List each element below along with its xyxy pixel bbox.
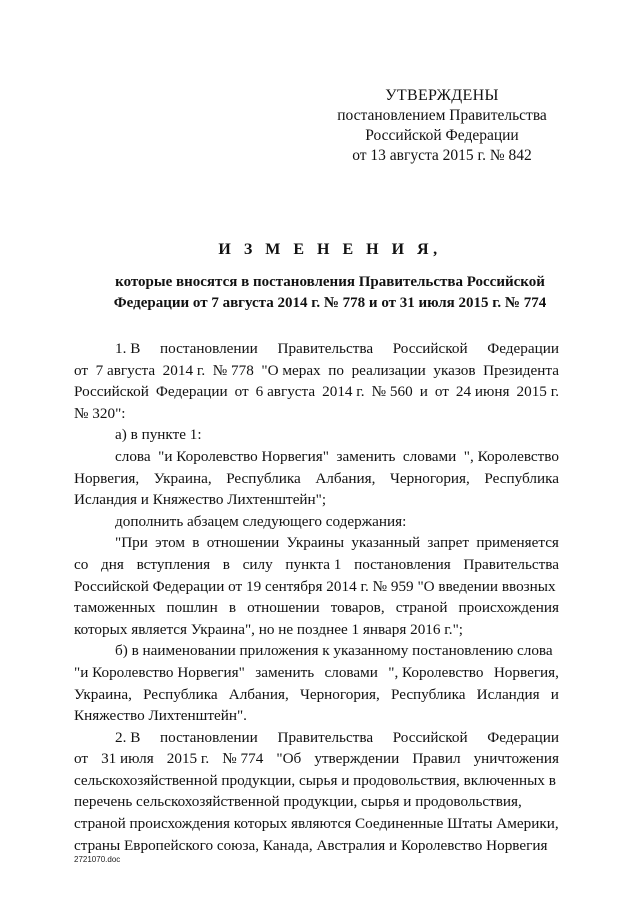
body-line	[74, 338, 559, 360]
body-word: от	[434, 383, 449, 401]
body-word: Албания,	[315, 469, 376, 487]
body-line	[74, 835, 559, 857]
body-word: 6 августа	[255, 383, 316, 401]
body-line	[74, 791, 559, 813]
body-word: отношении	[247, 599, 320, 617]
body-word: ", Королевство	[388, 663, 484, 681]
body-word: "и Королевство Норвегия"	[158, 447, 329, 465]
body-word: указов	[433, 361, 476, 379]
body-word: дополнить абзацем следующего содержания:	[115, 512, 407, 530]
body-word: Республика	[226, 469, 301, 487]
body-word: Российской	[74, 383, 149, 401]
body-line	[74, 640, 559, 662]
document-subtitle-line-2: Федерации от 7 августа 2014 г. № 778 и от 31 июля 2015 г. № 774	[113, 295, 547, 311]
body-word: 2015 г.	[516, 383, 559, 401]
body-word: заменить	[255, 663, 315, 681]
body-word: Правительства	[463, 555, 559, 573]
body-word: сельскохозяйственной продукции, сырья и продовольствия, включенных в	[74, 771, 556, 789]
body-word: № 560	[371, 383, 413, 401]
body-word: Исландия	[476, 685, 540, 703]
body-word: 2014 г.	[322, 383, 365, 401]
body-line	[74, 705, 559, 727]
document-subtitle	[40, 272, 620, 314]
body-word: запрет	[427, 534, 470, 552]
body-line	[74, 468, 559, 490]
body-word: "Об	[276, 750, 302, 768]
body-word: дня	[101, 555, 124, 573]
body-word: таможенных	[74, 599, 156, 617]
body-word: в	[192, 534, 200, 552]
body-word: Республика	[143, 685, 218, 703]
body-word: товаров,	[330, 599, 385, 617]
body-word: реализации	[351, 361, 426, 379]
body-line	[74, 770, 559, 792]
body-word: Норвегия,	[493, 663, 559, 681]
body-line	[74, 446, 559, 468]
body-line	[74, 597, 559, 619]
body-word: Правительства	[277, 340, 374, 357]
body-word: Российской	[392, 728, 468, 746]
document-file-code: 2721070.doc	[74, 855, 121, 864]
body-line	[74, 684, 559, 706]
body-word: от	[74, 361, 89, 379]
document-subtitle-line-1: которые вносятся в постановления Правительства Российской	[115, 274, 545, 290]
body-word: Исландия и Княжество Лихтенштейн";	[74, 491, 327, 509]
body-word: страной	[395, 599, 448, 617]
body-word: Княжество Лихтенштейн".	[74, 707, 247, 725]
approval-title: УТВЕРЖДЕНЫ	[385, 87, 499, 104]
body-word: "О мерах	[261, 361, 321, 379]
body-word: Черногория,	[389, 469, 470, 487]
body-word: № 778	[212, 361, 254, 379]
body-line	[74, 360, 559, 382]
body-word: Правительства	[277, 728, 374, 746]
body-word: применяется	[476, 534, 559, 552]
body-word: слова	[115, 447, 151, 465]
body-word: от	[234, 383, 249, 401]
body-word: 31 июля	[101, 750, 154, 768]
body-word: Правил	[412, 750, 461, 768]
body-line	[74, 403, 559, 425]
body-word: а) в пункте 1:	[115, 426, 202, 444]
approval-line-authority: постановлением Правительства	[337, 107, 547, 124]
body-word: перечень сельскохозяйственной продукции, сырья и продовольствия,	[74, 793, 522, 811]
body-word: Украины	[286, 534, 345, 552]
body-word: указанный	[351, 534, 421, 552]
body-word: словами	[402, 447, 457, 465]
body-word: утверждении	[314, 750, 400, 768]
body-line	[74, 727, 559, 749]
body-word: этом	[155, 534, 186, 552]
body-word: словами	[324, 663, 378, 681]
body-word: Албания,	[228, 685, 289, 703]
body-word: 7 августа	[95, 361, 156, 379]
body-word: 2015 г.	[166, 750, 210, 768]
body-word: в	[228, 599, 237, 617]
body-word: 1. В	[115, 340, 141, 357]
body-word: силу	[242, 555, 273, 573]
body-word: б) в наименовании приложения к указанному постановлению слова	[115, 642, 553, 660]
body-word: в	[222, 555, 230, 573]
body-word: и	[550, 685, 559, 703]
body-word: и	[419, 383, 428, 401]
body-word: постановлении	[160, 728, 258, 746]
body-line	[74, 489, 559, 511]
body-word: постановлении	[160, 340, 258, 357]
body-word: вступления	[136, 555, 211, 573]
body-word: Российской	[392, 340, 468, 357]
approval-line-date-number: от 13 августа 2015 г. № 842	[352, 147, 532, 164]
body-word: Федерации	[487, 340, 559, 357]
body-word: со	[74, 555, 89, 573]
body-word: Президента	[483, 361, 559, 379]
body-word: страной происхождения которых являются Соединенные Штаты Америки,	[74, 815, 559, 833]
body-word: происхождения	[458, 599, 559, 617]
body-word: уничтожения	[473, 750, 559, 768]
body-word: заменить	[336, 447, 396, 465]
body-line	[74, 532, 559, 554]
body-line	[74, 576, 559, 598]
body-word: отношении	[206, 534, 280, 552]
body-word: № 774	[222, 750, 264, 768]
body-word: пошлин	[166, 599, 218, 617]
body-word: Украина,	[74, 685, 132, 703]
body-word: 2014 г.	[162, 361, 206, 379]
body-line	[74, 554, 559, 576]
body-word: пункта 1	[285, 555, 342, 573]
body-word: по	[328, 361, 344, 379]
body-word: Федерации	[487, 728, 559, 746]
approval-stamp	[322, 86, 562, 166]
document-title: И З М Е Н Е Н И Я,	[218, 241, 442, 258]
body-line	[74, 813, 559, 835]
body-word: ", Королевство	[463, 447, 559, 465]
body-word: № 320":	[74, 404, 126, 422]
body-line	[74, 511, 559, 533]
body-word: 24 июня	[455, 383, 510, 401]
body-line	[74, 424, 559, 446]
document-heading	[40, 240, 620, 314]
body-word: страны Европейского союза, Канада, Австралия и Королевство Норвегия	[74, 836, 548, 854]
body-word: Республика	[390, 685, 466, 703]
body-line	[74, 381, 559, 403]
body-word: которых является Украина", но не позднее 1 января 2016 г.";	[74, 620, 464, 638]
document-body	[74, 338, 559, 856]
body-word: от	[74, 750, 89, 768]
approval-line-country: Российской Федерации	[365, 127, 519, 144]
body-word: Российской Федерации от 19 сентября 2014 г. № 959 "О введении ввозных	[74, 577, 556, 595]
body-word: постановления	[354, 555, 451, 573]
body-line	[74, 619, 559, 641]
body-line	[74, 662, 559, 684]
body-word: "При	[115, 534, 148, 552]
body-word: Норвегия,	[74, 469, 140, 487]
body-line	[74, 748, 559, 770]
body-word: 2. В	[115, 728, 141, 746]
body-word: Федерации	[155, 383, 228, 401]
body-word: Украина,	[153, 469, 212, 487]
body-word: Республика	[484, 469, 559, 487]
body-word: Черногория,	[299, 685, 380, 703]
body-word: "и Королевство Норвегия"	[74, 663, 245, 681]
